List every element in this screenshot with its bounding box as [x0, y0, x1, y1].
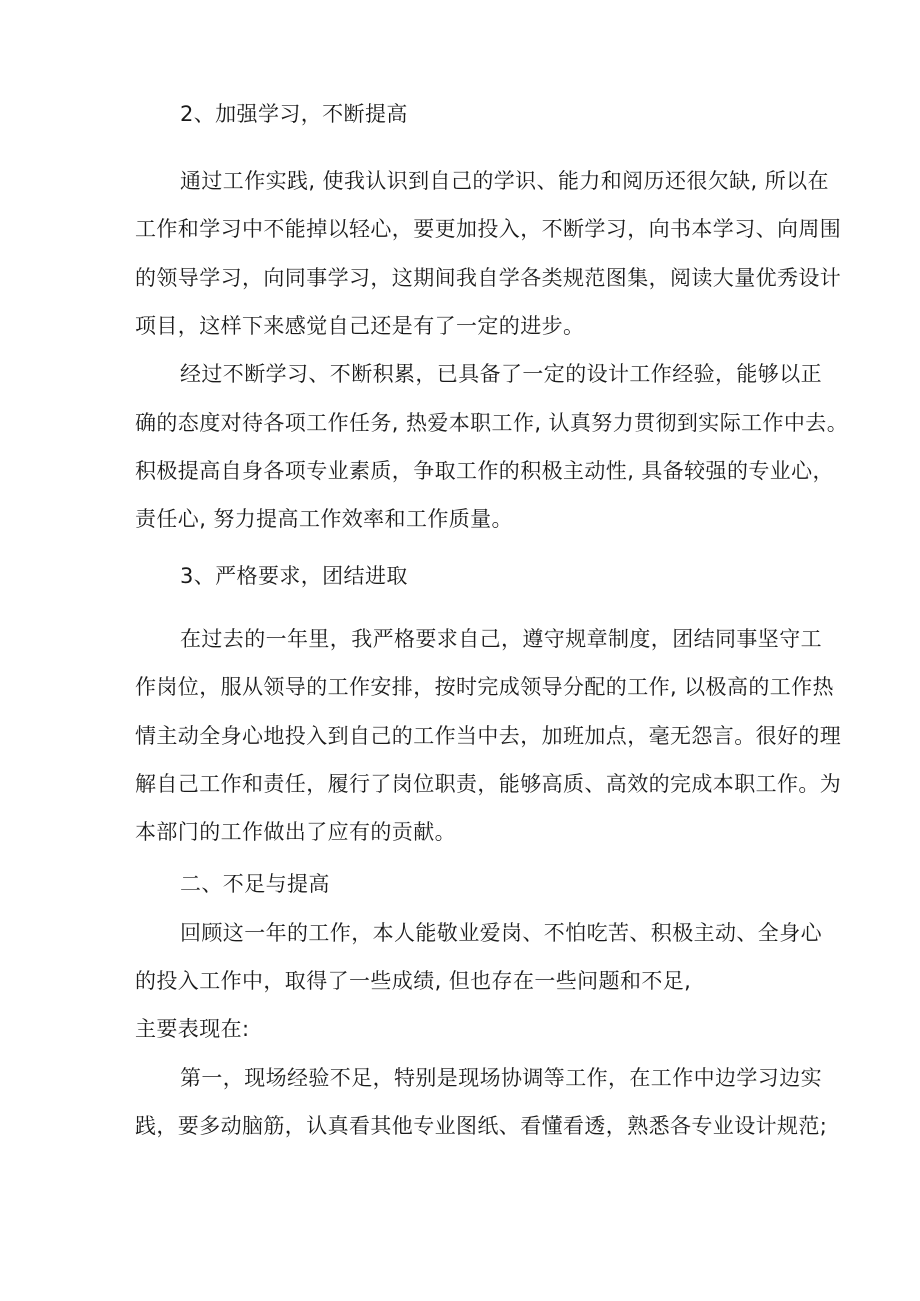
paragraph-line: 回顾这一年的工作，本人能敬业爱岗、不怕吃苦、积极主动、全身心 — [180, 921, 822, 945]
paragraph-line: 项目，这样下来感觉自己还是有了一定的进步。 — [135, 314, 585, 338]
paragraph-line: 积极提高自身各项专业素质，争取工作的积极主动性, 具备较强的专业心， — [135, 459, 834, 483]
paragraph-line: 践，要多动脑筋，认真看其他专业图纸、看懂看透，熟悉各专业设计规范; — [135, 1114, 828, 1138]
paragraph-line: 情主动全身心地投入到自己的工作当中去，加班加点，毫无怨言。很好的理 — [135, 724, 842, 748]
paragraph-line: 解自己工作和责任，履行了岗位职责，能够高质、高效的完成本职工作。为 — [135, 772, 842, 796]
paragraph-line: 本部门的工作做出了应有的贡献。 — [135, 820, 456, 844]
paragraph-line: 主要表现在: — [135, 1017, 250, 1041]
paragraph-line: 第一，现场经验不足，特别是现场协调等工作，在工作中边学习边实 — [180, 1066, 822, 1090]
section-heading-strengthen-learning: 2、加强学习，不断提高 — [180, 102, 408, 126]
paragraph-line: 确的态度对待各项工作任务, 热爱本职工作, 认真努力贯彻到实际工作中去。 — [135, 411, 849, 435]
paragraph-line: 工作和学习中不能掉以轻心，要更加投入，不断学习，向书本学习、向周围 — [135, 217, 842, 241]
paragraph-line: 在过去的一年里，我严格要求自己，遵守规章制度，团结同事坚守工 — [180, 627, 822, 651]
paragraph-line: 经过不断学习、不断积累，已具备了一定的设计工作经验，能够以正 — [180, 362, 822, 386]
paragraph-line: 通过工作实践, 使我认识到自己的学识、能力和阅历还很欠缺, 所以在 — [180, 169, 829, 193]
paragraph-line: 的投入工作中，取得了一些成绩, 但也存在一些问题和不足, — [135, 969, 692, 993]
paragraph-line: 作岗位，服从领导的工作安排，按时完成领导分配的工作, 以极高的工作热 — [135, 675, 834, 699]
section-heading-shortcomings: 二、不足与提高 — [180, 872, 330, 896]
paragraph-line: 责任心, 努力提高工作效率和工作质量。 — [135, 507, 513, 531]
paragraph-line: 的领导学习，向同事学习，这期间我自学各类规范图集，阅读大量优秀设计 — [135, 266, 842, 290]
section-heading-strict-requirements: 3、严格要求，团结进取 — [180, 564, 408, 588]
